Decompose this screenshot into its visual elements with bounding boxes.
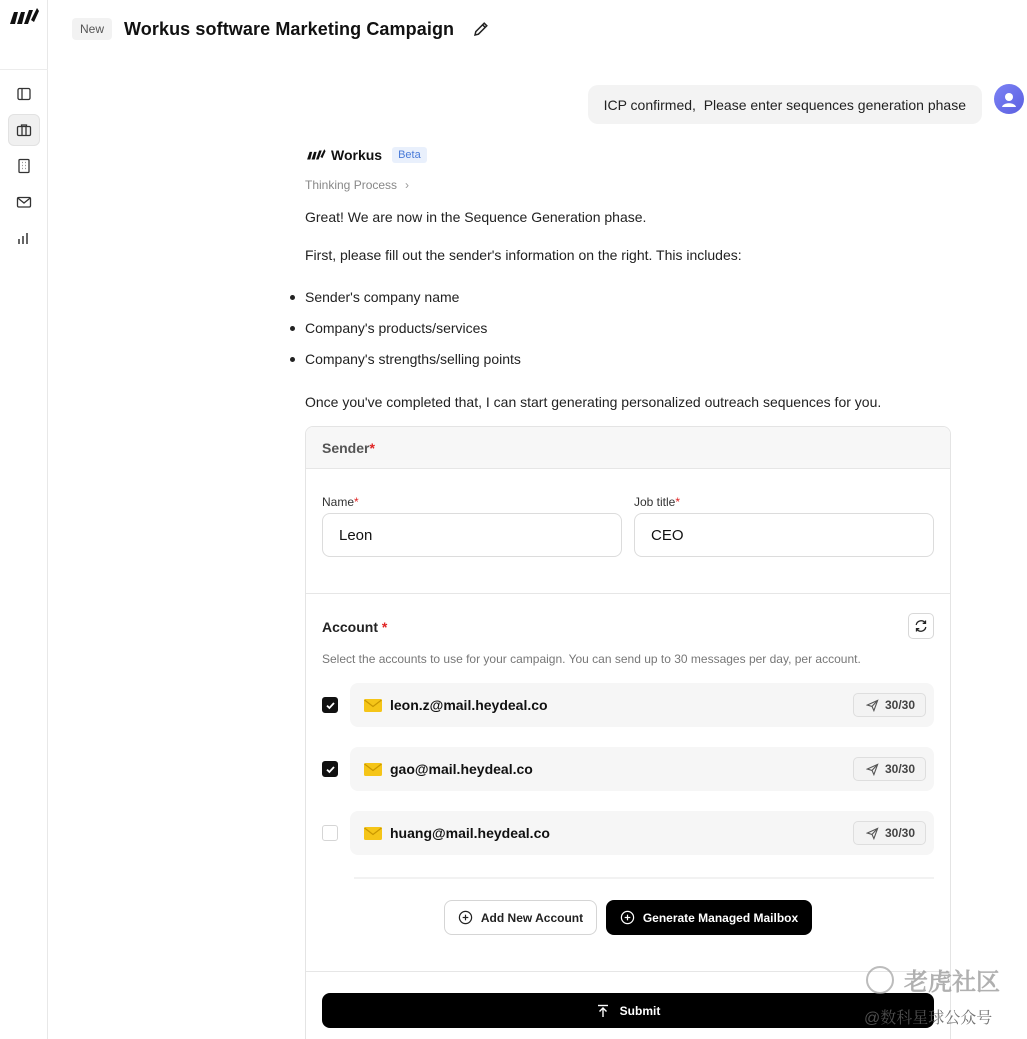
upload-arrow-icon <box>596 1004 610 1018</box>
account-row <box>322 747 934 791</box>
chevron-right-icon: › <box>405 178 410 192</box>
required-mark: * <box>354 495 359 509</box>
assistant-paragraph: First, please fill out the sender's information on the right. This includes: <box>305 247 742 263</box>
sidebar-item-companies[interactable] <box>8 150 40 182</box>
generate-managed-mailbox-label: Generate Managed Mailbox <box>642 910 799 925</box>
required-mark: * <box>675 495 681 509</box>
account-label <box>322 619 387 635</box>
sender-section-title: Sender <box>322 439 370 456</box>
user-icon <box>999 89 1019 109</box>
watermark-text: 老虎社区 <box>904 969 1000 996</box>
account-help-text: Select the accounts to use for your campaign. You can send up to 30 messages per day, per account. <box>322 652 861 666</box>
quota-value: 30/30 <box>884 698 915 712</box>
check-icon <box>325 700 336 711</box>
mail-icon <box>16 194 32 210</box>
submit-label: Submit <box>619 1003 661 1018</box>
sidebar <box>0 0 48 1039</box>
briefcase-icon <box>16 122 32 138</box>
generate-managed-mailbox-button[interactable] <box>606 900 812 935</box>
status-badge: New <box>72 18 112 40</box>
account-checkbox[interactable] <box>322 697 338 713</box>
workus-logo-icon <box>305 148 327 162</box>
thinking-process-toggle[interactable] <box>305 178 409 192</box>
account-row <box>322 683 934 727</box>
account-item[interactable] <box>350 811 934 855</box>
page-header <box>72 14 490 44</box>
account-checkbox[interactable] <box>322 761 338 777</box>
pencil-icon[interactable] <box>472 20 490 38</box>
submit-button[interactable] <box>322 993 934 1028</box>
account-item[interactable] <box>350 683 934 727</box>
job-title-input[interactable]: CEO <box>634 513 934 557</box>
name-label <box>322 495 359 509</box>
assistant-bullet-list <box>305 289 521 382</box>
sidebar-item-mail[interactable] <box>8 186 40 218</box>
beta-badge: Beta <box>392 147 427 163</box>
list-item: Sender's company name <box>305 289 521 320</box>
user-message-text: ICP confirmed, Please enter sequences generation phase <box>603 96 966 113</box>
account-checkbox[interactable] <box>322 825 338 841</box>
refresh-icon <box>914 619 928 633</box>
brand-name: Workus <box>331 147 383 163</box>
required-mark: * <box>369 439 375 456</box>
plus-circle-icon <box>458 910 473 925</box>
watermark-logo-icon <box>866 966 894 994</box>
account-item[interactable] <box>350 747 934 791</box>
thinking-process-label: Thinking Process <box>305 178 398 192</box>
envelope-icon <box>364 763 382 776</box>
page-title: Workus software Marketing Campaign <box>124 18 455 39</box>
envelope-icon <box>364 699 382 712</box>
chart-icon <box>16 230 32 246</box>
avatar[interactable] <box>994 84 1024 114</box>
workus-logo-icon[interactable] <box>8 6 40 28</box>
envelope-icon <box>364 827 382 840</box>
add-new-account-label: Add New Account <box>480 910 584 925</box>
list-item: Company's products/services <box>305 320 521 351</box>
send-icon <box>866 699 879 712</box>
send-icon <box>866 763 879 776</box>
sidebar-divider <box>0 69 48 70</box>
send-icon <box>866 827 879 840</box>
quota-badge <box>853 757 926 781</box>
watermark-subtitle: @数科星球公众号 <box>864 1010 993 1027</box>
refresh-accounts-button[interactable] <box>908 613 934 639</box>
watermark-title <box>866 962 1000 997</box>
plus-circle-icon <box>620 910 635 925</box>
account-email: gao@mail.heydeal.co <box>390 761 533 777</box>
quota-value: 30/30 <box>884 826 915 840</box>
user-message <box>588 85 982 124</box>
building-icon <box>16 158 32 174</box>
account-email: huang@mail.heydeal.co <box>390 825 550 841</box>
assistant-brand <box>305 147 427 163</box>
scroll-fade-edge <box>354 877 934 879</box>
sidebar-item-campaigns[interactable] <box>8 114 40 146</box>
job-title-label-text: Job title <box>634 495 676 509</box>
assistant-paragraph: Great! We are now in the Sequence Generation phase. <box>305 209 647 225</box>
assistant-paragraph: Once you've completed that, I can start generating personalized outreach sequences for you. <box>305 394 882 410</box>
add-new-account-button[interactable] <box>444 900 597 935</box>
quota-badge <box>853 821 926 845</box>
check-icon <box>325 764 336 775</box>
sidebar-item-analytics[interactable] <box>8 222 40 254</box>
divider <box>306 593 951 594</box>
sidebar-item-panel[interactable] <box>8 78 40 110</box>
sender-form-card <box>305 426 951 1039</box>
account-label-text: Account <box>322 619 378 635</box>
sender-section-header <box>306 427 950 469</box>
list-item: Company's strengths/selling points <box>305 351 521 382</box>
required-mark: * <box>381 619 388 635</box>
account-email: leon.z@mail.heydeal.co <box>390 697 548 713</box>
quota-value: 30/30 <box>884 762 915 776</box>
divider <box>306 971 951 972</box>
name-input[interactable]: Leon <box>322 513 622 557</box>
job-title-label <box>634 495 680 509</box>
account-row <box>322 811 934 855</box>
name-label-text: Name <box>322 495 355 509</box>
quota-badge <box>853 693 926 717</box>
panel-icon <box>16 86 32 102</box>
